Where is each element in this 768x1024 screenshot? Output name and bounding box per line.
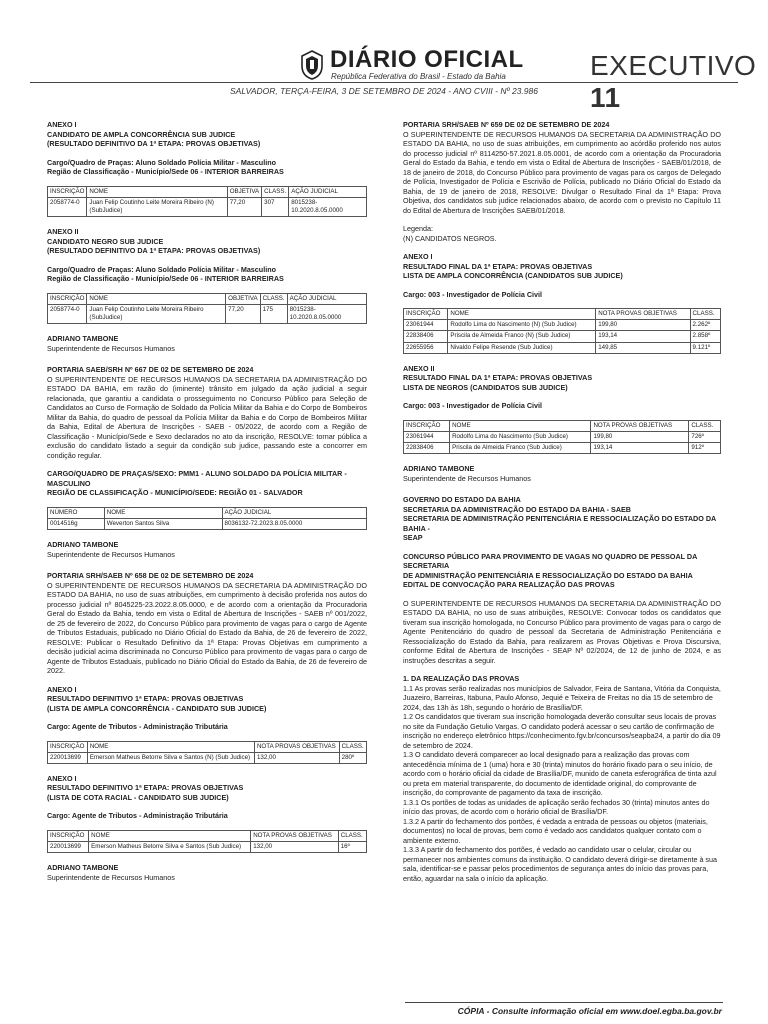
region-line: REGIÃO DE CLASSIFICAÇÃO - MUNICÍPIO/SEDE: REGIÃO 01 - SALVADOR <box>47 488 303 498</box>
annex-line: LISTA DE NEGROS (CANDIDATOS SUB JUDICE) <box>403 382 568 392</box>
signature-block <box>47 863 367 882</box>
cargo-block <box>47 158 367 177</box>
government-line: SECRETARIA DA ADMINISTRAÇÃO DO ESTADO DA BAHIA - SAEB <box>403 504 631 514</box>
ordinance-body: O SUPERINTENDENTE DE RECURSOS HUMANOS DA SECRETARIA DA ADMINISTRAÇÃO DO ESTADO DA BAHIA, em razão do (iminente) trânsito em julgado da ação judicial a seguir relacionada, que garantiu a candidata o prosseguimento no Concurso Público para Seleção de Candidatos ao Curso de Formação de Soldado da Polícia Militar da Bahia e do Corpo de Bombeiros Militar da Bahia, do quadro de pessoal da Polícia Militar da Bahia e do Corpo de Bombeiros Militar da Bahia, Edital de Abertura de Inscrições - SAEB - 05/2022, de acordo com a Região de Classificação - Município/Sede e Sexo declarados no ato da inscrição, RESOLVE: tornar pública a exclusão do candidato listado a seguir da condição sub judice, passando este a concorrer em condição regular. <box>47 374 367 460</box>
column-header: INSCRIÇÃO <box>404 309 448 320</box>
table-cell: Priscila de Almeida Franco (N) (Sub Judice) <box>448 331 596 342</box>
column-header: CLASS. <box>690 309 720 320</box>
table-cell: 9.121º <box>690 342 720 353</box>
table-cell: 220013699 <box>48 842 89 853</box>
table-row <box>404 320 721 331</box>
column-header: INSCRIÇÃO <box>48 830 89 841</box>
table-row <box>404 443 721 454</box>
column-header: NOME <box>89 830 251 841</box>
column-header: NOME <box>104 507 222 518</box>
cargo-block <box>47 265 367 284</box>
candidates-table <box>47 293 367 325</box>
annex-title: ANEXO I <box>403 252 433 261</box>
clause: 1.3.2 A partir do fechamento dos portões, é vedada a entrada de pessoas ou objetos (materiais, documentos) no local de provas, bem como é vedado aos candidatos qualquer contato com o ambiente externo. <box>403 816 708 845</box>
column-header: NOME <box>448 309 596 320</box>
signatory-name: ADRIANO TAMBONE <box>47 334 119 344</box>
signatory-role: Superintendente de Recursos Humanos <box>47 343 175 353</box>
annex-title: ANEXO I <box>47 773 77 783</box>
column-header: NOME <box>87 741 254 752</box>
table-row <box>48 197 367 216</box>
table-cell: 77,20 <box>226 304 260 323</box>
candidates-table <box>47 507 367 530</box>
table-header-row <box>48 741 367 752</box>
government-line: SEAP <box>403 533 423 543</box>
table-header-row <box>48 293 367 304</box>
table-cell: 2058774-0 <box>48 197 87 216</box>
column-header: NOTA PROVAS OBJETIVAS <box>251 830 339 841</box>
candidates-table <box>403 420 721 455</box>
candidates-table <box>47 186 367 218</box>
table-cell: Rodolfo Lima do Nascimento (Sub Judice) <box>450 431 591 442</box>
ordinance-title: PORTARIA SRH/SAEB Nº 658 DE 02 DE SETEMBRO DE 2024 <box>47 571 254 580</box>
table-cell: 912º <box>689 443 721 454</box>
table-cell: 22838406 <box>404 443 450 454</box>
table-row <box>48 842 367 853</box>
clause: 1.3.3 A partir do fechamento dos portões, é vedado ao candidato usar o celular, circular ou permanecer nos ambientes comuns da instituição. O candidato deverá dirigir-se diretamente à sua sala, identificar-se e passar pelos procedimentos de segurança antes do início das provas para, então, aguardar na sala o início da aplicação. <box>403 845 718 883</box>
table-cell: 0014516g <box>48 518 105 529</box>
annex-title: ANEXO I <box>47 120 77 129</box>
annex-line: (RESULTADO DEFINITIVO DA 1ª ETAPA: PROVAS OBJETIVAS) <box>47 139 261 148</box>
legend-title: Legenda: <box>403 224 433 233</box>
table-cell: 220013699 <box>48 752 88 763</box>
table-cell: 77,20 <box>227 197 261 216</box>
clause: 1.2 Os candidatos que tiveram sua inscrição homologada deverão consultar seus locais de provas no site da Fundação Getulio Vargas. O candidato poderá acessar o seu cartão de confirmação de inscrição no endereço eletrônico https://conhecimento.fgv.br/concursos/seapba24, a partir do dia 09 de setembro de 2024. <box>403 712 721 750</box>
table-row <box>404 431 721 442</box>
copy-notice: CÓPIA - Consulte informação oficial em www.doel.egba.ba.gov.br <box>457 1006 722 1016</box>
table-cell: 23061944 <box>404 320 448 331</box>
table-cell: 2.262º <box>690 320 720 331</box>
table-cell: Nivaldo Felipe Resende (Sub Judice) <box>448 342 596 353</box>
table-cell: 307 <box>262 197 289 216</box>
section-name: EXECUTIVO <box>590 50 757 81</box>
ordinance-body: O SUPERINTENDENTE DE RECURSOS HUMANOS DA SECRETARIA DA ADMINISTRAÇÃO DO ESTADO DA BAHIA, no uso de suas atribuições, em cumprimento à decisão proferida nos autos do processo judicial nº 8045225-23.2022.8.05.0000, e de acordo com a orientação da Procuradoria Geral do Estado da Bahia, tendo em vista o Edital de Abertura de Inscrições - SAEB nº 001/2022, de 25 de fevereiro de 2022, do Concurso Público para provimento de vagas para o cargo de Agente de Tributos Estaduais, publicado no Diário Oficial do Estado da Bahia, de 26 de fevereiro de 2022, RESOLVE: Publicar o Resultado Definitivo da 1ª Etapa: Provas Objetivas em cumprimento a decisão judicial acima discriminada no Concurso Público para provimento de vagas para o cargo de Agente de Tributos Estaduais, publicado no Diário Oficial do Estado da Bahia, de 26 de fevereiro de 2022. <box>47 580 367 675</box>
table-header-row <box>404 309 721 320</box>
annex-heading <box>47 774 367 803</box>
signature-block <box>403 464 721 483</box>
column-header: CLASS. <box>260 293 287 304</box>
annex-line: (LISTA DE COTA RACIAL - CANDIDATO SUB JUDICE) <box>47 792 229 802</box>
government-heading <box>403 495 721 543</box>
table-cell: Rodolfo Lima do Nascimento (N) (Sub Judice) <box>448 320 596 331</box>
column-header: CLASS. <box>689 420 721 431</box>
table-cell: Emerson Matheus Betorre Silva e Santos (N) (Sub Judice) <box>87 752 254 763</box>
annex-line: RESULTADO DEFINITIVO 1ª ETAPA: PROVAS OBJETIVAS <box>47 783 244 793</box>
column-header: NOME <box>87 293 226 304</box>
table-cell: 22838406 <box>404 331 448 342</box>
column-header: INSCRIÇÃO <box>48 741 88 752</box>
government-line: SECRETARIA DE ADMINISTRAÇÃO PENITENCIÁRIA E RESSOCIALIZAÇÃO DO ESTADO DA BAHIA - <box>403 514 716 533</box>
column-header: NÚMERO <box>48 507 105 518</box>
annex-line: RESULTADO FINAL DA 1ª ETAPA: PROVAS OBJETIVAS <box>403 261 593 271</box>
table-cell: 8036132-72.2023.8.05.0000 <box>222 518 366 529</box>
column-header: INSCRIÇÃO <box>404 420 450 431</box>
column-header: AÇÃO JUDICIAL <box>287 293 366 304</box>
annex-title: ANEXO II <box>403 363 435 373</box>
table-cell: 132,00 <box>254 752 339 763</box>
table-row <box>48 304 367 323</box>
government-line: GOVERNO DO ESTADO DA BAHIA <box>403 495 521 505</box>
table-cell: 726º <box>689 431 721 442</box>
legend-block <box>403 224 721 243</box>
table-cell: 8015238-10.2020.8.05.0000 <box>287 304 366 323</box>
notice-heading <box>403 552 721 590</box>
table-cell: 175 <box>260 304 287 323</box>
section-title: 1. DA REALIZAÇÃO DAS PROVAS <box>403 674 520 684</box>
cargo-line: Cargo/Quadro de Praças: Aluno Soldado Polícia Militar - Masculino <box>47 157 276 167</box>
annex-title: ANEXO II <box>47 227 79 237</box>
table-row <box>48 518 367 529</box>
annex-heading <box>403 252 721 281</box>
clause: 1.1 As provas serão realizadas nos municípios de Salvador, Feira de Santana, Vitória da Conquista, Juazeiro, Barreiras, Itabuna, Paulo Afonso, Jequié e Teixeira de Freitas no dia 15 de setembro de 2024, das 13h às 18h, segundo o horário de Brasília/DF. <box>403 683 721 712</box>
newspaper-subtitle: República Federativa do Brasil - Estado da Bahia <box>331 72 506 81</box>
column-header: INSCRIÇÃO <box>48 293 87 304</box>
signature-block <box>47 540 367 559</box>
table-cell: Juan Felip Coutinho Leite Moreira Ribeiro (N) (SubJudice) <box>87 197 227 216</box>
cargo-line: CARGO/QUADRO DE PRAÇAS/SEXO: PMM1 - ALUNO SOLDADO DA POLÍCIA MILITAR - MASCULINO <box>47 469 347 488</box>
table-cell: 199,80 <box>591 431 689 442</box>
footer-rule <box>405 1002 723 1003</box>
annex-line: CANDIDATO NEGRO SUB JUDICE <box>47 236 164 246</box>
header-rule <box>30 82 738 83</box>
ordinance-title: PORTARIA SAEB/SRH Nº 667 DE 02 DE SETEMBRO DE 2024 <box>47 365 254 375</box>
column-header: CLASS. <box>339 741 366 752</box>
ordinance-body: O SUPERINTENDENTE DE RECURSOS HUMANOS DA SECRETARIA DA ADMINISTRAÇÃO DO ESTADO DA BAHIA, no uso de suas atribuições, em cumprimento ao acórdão proferido nos autos do processo judicial nº 8114250-57.2021.8.05.0001, de acordo com a orientação da Procuradoria Geral do Estado da Bahia, e tendo em vista o Edital de Abertura de Inscrições - SAEB/01/2018, de 18 de janeiro de 2018, do Concurso Público para provimento de vagas para os cargos de Delegado de Polícia, Investigador de Polícia e Escrivão de Polícia, publicado no Diário Oficial do Estado da Bahia, de 19 de janeiro de 2018, RESOLVE: Divulgar o Resultado Final da 1ª Etapa: Prova Objetiva, dos candidatos sub judice relacionados abaixo, de acordo com o previsto no Capítulo 11 do Edital de Abertura de Inscrições SAEB/01/2018. <box>403 129 721 215</box>
table-header-row <box>404 420 721 431</box>
dateline: SALVADOR, TERÇA-FEIRA, 3 DE SETEMBRO DE 2024 - ANO CVIII - Nº 23.986 <box>230 86 538 96</box>
column-header: AÇÃO JUDICIAL <box>222 507 366 518</box>
table-cell: 132,00 <box>251 842 339 853</box>
cargo-line: Cargo: Agente de Tributos - Administração Tributária <box>47 722 228 731</box>
signatory-role: Superintendente de Recursos Humanos <box>47 549 175 559</box>
table-cell: 2.858º <box>690 331 720 342</box>
column-header: NOTA PROVAS OBJETIVAS <box>596 309 690 320</box>
signatory-name: ADRIANO TAMBONE <box>403 464 475 474</box>
annex-heading <box>47 120 367 149</box>
candidates-table <box>47 741 367 764</box>
annex-line: RESULTADO DEFINITIVO 1ª ETAPA: PROVAS OBJETIVAS <box>47 694 244 703</box>
table-row <box>48 752 367 763</box>
table-cell: Weverton Santos Silva <box>104 518 222 529</box>
column-header: NOME <box>87 186 227 197</box>
table-cell: Priscila de Almeida Franco (Sub Judice) <box>450 443 591 454</box>
annex-line: (LISTA DE AMPLA CONCORRÊNCIA - CANDIDATO SUB JUDICE) <box>47 703 267 713</box>
left-column <box>47 120 367 894</box>
column-header: OBJETIVA <box>226 293 260 304</box>
table-cell: 22655956 <box>404 342 448 353</box>
table-row <box>404 342 721 353</box>
table-cell: 2058774-0 <box>48 304 87 323</box>
table-cell: 193,14 <box>591 443 689 454</box>
right-column <box>403 120 721 883</box>
masthead <box>0 0 768 113</box>
annex-title: ANEXO I <box>47 684 77 694</box>
clause: 1.3 O candidato deverá comparecer ao local designado para a realização das provas com antecedência mínima de 1 (uma) hora e 30 (trinta) minutos do horário fixado para o seu início, de acordo com o horário oficial da cidade de Brasília/DF, munido de caneta esferográfica de tinta azul ou preta em material transparente, do documento de identidade original, do comprovante de inscrição, do comprovante de pagamento da taxa de inscrição. <box>403 750 717 798</box>
annex-heading <box>47 227 367 256</box>
table-header-row <box>48 830 367 841</box>
cargo-line: Cargo: 003 - Investigador de Polícia Civil <box>403 289 542 299</box>
bahia-coat-of-arms-icon <box>300 50 324 80</box>
table-cell: 8015238-10.2020.8.05.0000 <box>289 197 367 216</box>
page-number: 11 <box>590 82 621 113</box>
clause: 1.3.1 Os portões de todas as unidades de aplicação serão fechados 30 (trinta) minutos antes do início das provas, de acordo com o horário oficial de Brasília/DF. <box>403 797 710 817</box>
column-header: NOME <box>450 420 591 431</box>
signatory-role: Superintendente de Recursos Humanos <box>403 473 531 483</box>
cargo-line: Cargo: 003 - Investigador de Polícia Civil <box>403 401 542 411</box>
cargo-line: Cargo: Agente de Tributos - Administração Tributária <box>47 811 228 821</box>
candidates-table <box>403 308 721 354</box>
legend-item: (N) CANDIDATOS NEGROS. <box>403 233 497 243</box>
table-cell: Emerson Matheus Betorre Silva e Santos (Sub Judice) <box>89 842 251 853</box>
table-cell: 16º <box>338 842 366 853</box>
column-header: INSCRIÇÃO <box>48 186 87 197</box>
table-cell: 23061944 <box>404 431 450 442</box>
column-header: NOTA PROVAS OBJETIVAS <box>254 741 339 752</box>
column-header: CLASS. <box>338 830 366 841</box>
table-cell: Juan Felip Coutinho Leite Moreira Ribeiro (SubJudice) <box>87 304 226 323</box>
notice-line: EDITAL DE CONVOCAÇÃO PARA REALIZAÇÃO DAS PROVAS <box>403 580 615 590</box>
annex-line: LISTA DE AMPLA CONCORRÊNCIA (CANDIDATOS SUB JUDICE) <box>403 271 623 280</box>
table-row <box>404 331 721 342</box>
column-header: OBJETIVA <box>227 186 261 197</box>
signatory-name: ADRIANO TAMBONE <box>47 540 119 549</box>
annex-heading <box>47 685 367 714</box>
table-cell: 149,85 <box>596 342 690 353</box>
table-header-row <box>48 507 367 518</box>
ordinance-title: PORTARIA SRH/SAEB Nº 659 DE 02 DE SETEMBRO DE 2024 <box>403 120 610 129</box>
table-cell: 199,80 <box>596 320 690 331</box>
annex-heading <box>403 364 721 393</box>
cargo-block <box>47 469 367 498</box>
table-cell: 193,14 <box>596 331 690 342</box>
annex-line: CANDIDATO DE AMPLA CONCORRÊNCIA SUB JUDICE <box>47 129 236 139</box>
signatory-name: ADRIANO TAMBONE <box>47 863 119 873</box>
region-line: Região de Classificação - Município/Sede 06 - INTERIOR BARREIRAS <box>47 167 284 176</box>
annex-line: (RESULTADO DEFINITIVO DA 1ª ETAPA: PROVAS OBJETIVAS) <box>47 246 261 256</box>
signature-block <box>47 334 367 353</box>
column-header: NOTA PROVAS OBJETIVAS <box>591 420 689 431</box>
region-line: Região de Classificação - Município/Sede 06 - INTERIOR BARREIRAS <box>47 274 284 284</box>
table-header-row <box>48 186 367 197</box>
newspaper-title: DIÁRIO OFICIAL <box>330 46 524 73</box>
notice-body: O SUPERINTENDENTE DE RECURSOS HUMANOS DA SECRETARIA DA ADMINISTRAÇÃO DO ESTADO DA BAHIA, no uso de suas atribuições, RESOLVE: Convocar todos os candidatos que tiveram sua inscrição homologada, no Concurso Público para provimento de vagas para o cargo de Agente Penitenciário do quadro de pessoal da Secretaria de Administração Penitenciária e Ressocialização do Estado da Bahia, para realizarem as Provas Objetivas e Prova Discursiva, conforme Edital de Abertura de Inscrições - SEAP Nº 02/2024, de 12 de junho de 2024, e as instruções descritas a seguir. <box>403 598 721 665</box>
column-header: CLASS. <box>262 186 289 197</box>
notice-line: DE ADMINISTRAÇÃO PENITENCIÁRIA E RESSOCIALIZAÇÃO DO ESTADO DA BAHIA <box>403 570 693 580</box>
cargo-line: Cargo/Quadro de Praças: Aluno Soldado Polícia Militar - Masculino <box>47 264 276 274</box>
column-header: AÇÃO JUDICIAL <box>289 186 367 197</box>
notice-line: CONCURSO PÚBLICO PARA PROVIMENTO DE VAGAS NO QUADRO DE PESSOAL DA SECRETARIA <box>403 551 698 571</box>
annex-line: RESULTADO FINAL DA 1ª ETAPA: PROVAS OBJETIVAS <box>403 373 593 383</box>
signatory-role: Superintendente de Recursos Humanos <box>47 872 175 882</box>
table-cell: 280º <box>339 752 366 763</box>
candidates-table <box>47 830 367 853</box>
